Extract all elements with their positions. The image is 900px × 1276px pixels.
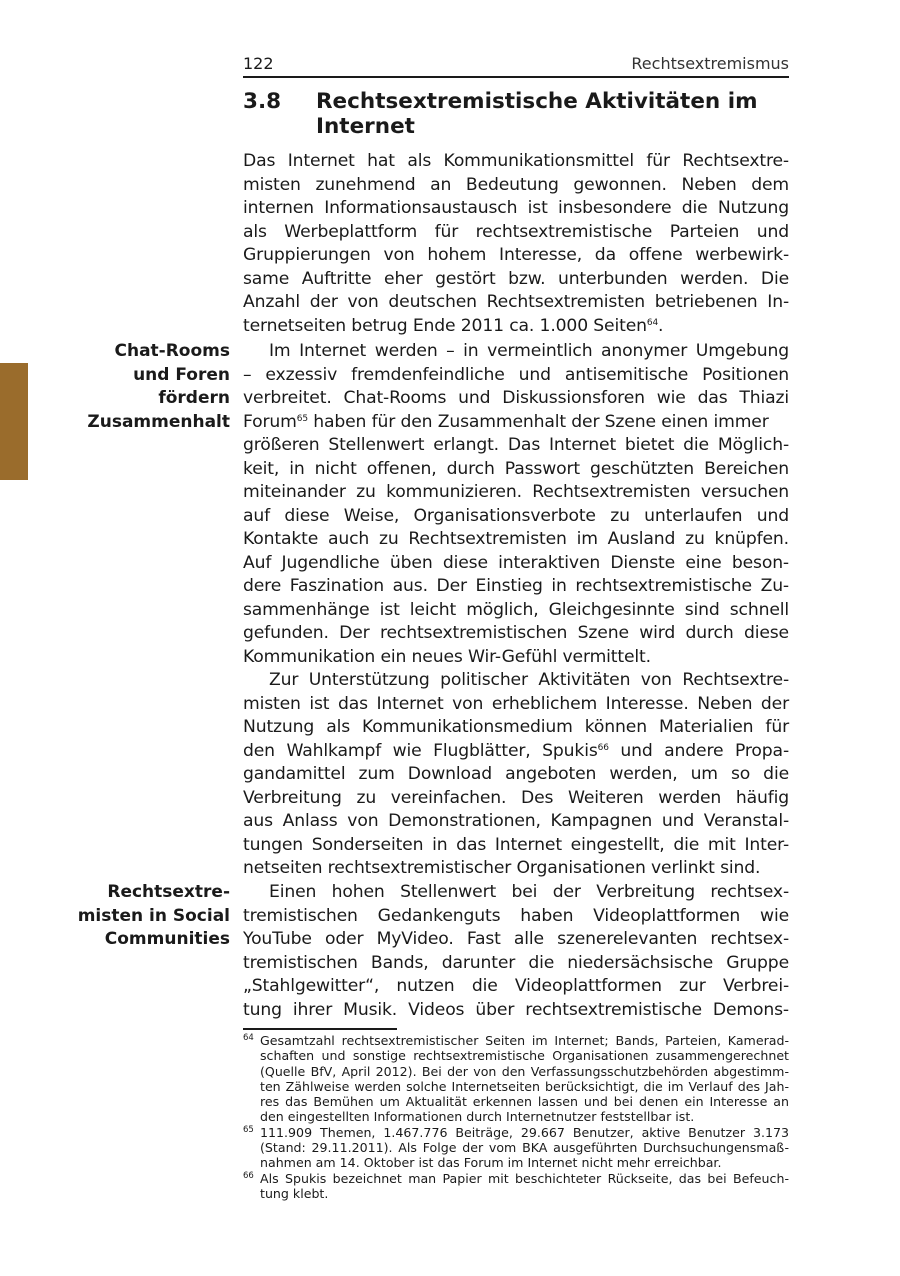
chapter-thumb-tab [0,363,28,480]
footnote-mark: 65 [243,1124,254,1135]
margin-note-line: Zusammenhalt [87,411,230,432]
margin-note-line: Chat-Rooms [114,341,230,361]
text-line: – exzessiv fremdenfeindliche und antisemitische Positionen [243,364,789,385]
footnote-66 [243,1171,789,1202]
text-fragment: den Wahlkampf wie Flugblätter, Spukis [243,740,598,761]
footnote-line: tung klebt. [260,1185,329,1201]
paragraph-2 [243,340,789,669]
text-line: Nutzung als Kommunikationsmedium können Materialien für [243,717,789,737]
footnote-line: 111.909 Themen, 1.467.776 Beiträge, 29.667 Benutzer, aktive Benutzer 3.173 [260,1124,789,1140]
text-line: aus Anlass von Demonstrationen, Kampagnen und Veranstal- [243,811,789,831]
footnote-line: schaften und sonstige rechtsextremistische Organisationen zusammengerechnet [260,1048,789,1064]
footnote-65 [243,1125,789,1171]
margin-note-line: misten in Social [77,905,230,926]
footnote-line: (Quelle BfV, April 2012). Bei der von den Verfassungsschutzbehörden abgestimm- [260,1063,789,1079]
paragraph-3 [243,669,789,881]
margin-note-line: Communities [104,929,230,949]
footnote-64 [243,1033,789,1125]
text-line: Zur Unterstützung politischer Aktivitäten von Rechtsextre- [269,670,789,690]
section-title: Rechtsextremistische Aktivitäten im Internet [316,89,758,139]
section-number: 3.8 [243,89,282,114]
text-line: auf diese Weise, Organisationsverbote zu unterlaufen und [243,505,789,526]
margin-note-social-communities [78,881,230,952]
footnote-ref-66[interactable]: 66 [597,742,609,753]
text-line: Einen hohen Stellenwert bei der Verbreitung rechtsex- [269,882,789,902]
text-line: Das Internet hat als Kommunikationsmittel für Rechtsextre- [243,151,789,171]
footnote-ref-65[interactable]: 65 [296,413,308,424]
text-line: Gruppierungen von hohem Interesse, da offene werbewirk- [243,245,789,265]
footnote-line: (Stand: 29.11.2011). Als Folge der vom BKA ausgeführten Durchsuchungensmaß- [260,1140,789,1156]
text-line: YouTube oder MyVideo. Fast alle szenerelevanten rechtsex- [243,929,789,949]
text-line: internen Informationsaustausch ist insbesondere die Nutzung [243,198,789,218]
footnote-divider [243,1028,397,1030]
footnote-line: res das Bemühen um Aktualität erkennen lassen und bei denen ein Interesse an [260,1094,789,1110]
footnotes [243,1033,789,1201]
text-line: größeren Stellenwert erlangt. Das Internet bietet die Möglich- [243,435,789,455]
text-line: gandamittel zum Download angeboten werden, um so die [243,764,789,784]
paragraph-4 [243,881,789,1022]
text-line: misten ist das Internet von erheblichem Interesse. Neben der [243,693,789,714]
running-header [243,52,789,78]
page-number: 122 [243,54,274,73]
footnote-mark: 64 [243,1033,254,1043]
text-line: Auf Jugendliche üben diese interaktiven Dienste eine beson- [243,552,789,573]
chapter-title: Rechtsextremismus [631,54,789,73]
text-line: Im Internet werden – in vermeintlich anonymer Umgebung [269,341,789,361]
text-line: Anzahl der von deutschen Rechtsextremisten betriebenen In- [243,292,789,312]
margin-note-chat-rooms [87,340,230,434]
text-line: Kontakte auch zu Rechtsextremisten im Ausland zu knüpfen. [243,529,789,549]
text-line: tremistischen Gedankenguts haben Videoplattformen wie [243,905,789,926]
text-line: tungen Sonderseiten in das Internet eingestellt, die mit Inter- [243,834,789,855]
text-line [243,315,789,339]
footnote-ref-64[interactable]: 64 [646,317,659,328]
footnote-line: Gesamtzahl rechtsextremistischer Seiten im Internet; Bands, Parteien, Kamerad- [260,1033,789,1048]
text-line: Verbreitung zu vereinfachen. Des Weiteren werden häufig [243,787,789,808]
footnote-mark: 66 [243,1170,254,1181]
margin-note-line: fördern [158,388,230,408]
text-fragment: Forum [243,411,297,432]
margin-note-line: und Foren [133,364,230,385]
text-fragment: haben für den Zusammenhalt der Szene einen immer [307,411,769,432]
footnote-line: ten Zählweise werden solche Internetseiten berücksichtigt, die im Verlauf des Jah- [260,1078,789,1094]
text-fragment: . [658,315,664,336]
margin-note-line: Rechtsextre- [107,882,230,902]
text-line [243,411,789,435]
text-line: tremistischen Bands, darunter die niedersächsische Gruppe [243,952,789,973]
text-line: als Werbeplattform für rechtsextremistische Parteien und [243,221,789,242]
text-line: keit, in nicht offenen, durch Passwort geschützten Bereichen [243,458,789,479]
text-fragment: ternetseiten betrug Ende 2011 ca. 1.000 Seiten [243,315,647,336]
text-line: miteinander zu kommunizieren. Rechtsextremisten versuchen [243,482,789,502]
text-fragment: und andere Propa- [608,740,789,761]
text-line: „Stahlgewitter“, nutzen die Videoplattformen zur Verbrei- [243,976,789,996]
text-line: same Auftritte eher gestört bzw. unterbunden werden. Die [243,268,789,289]
footnote-line: den eingestellten Informationen durch Internetnutzer feststellbar ist. [260,1109,695,1125]
footnote-line: nahmen am 14. Oktober ist das Forum im Internet nicht mehr erreichbar. [260,1155,722,1171]
paragraph-1 [243,150,789,338]
text-line: sammenhänge ist leicht möglich, Gleichgesinnte sind schnell [243,599,789,620]
text-line: misten zunehmend an Bedeutung gewonnen. Neben dem [243,174,789,195]
text-line [243,740,789,764]
text-line: tung ihrer Musik. Videos über rechtsextremistische Demons- [243,999,789,1020]
text-line: Kommunikation ein neues Wir-Gefühl vermittelt. [243,646,651,667]
text-line: verbreitet. Chat-Rooms und Diskussionsforen wie das Thiazi [243,388,789,408]
footnote-line: Als Spukis bezeichnet man Papier mit beschichteter Rückseite, das bei Befeuch- [260,1170,789,1186]
text-line: netseiten rechtsextremistischer Organisationen verlinkt sind. [243,858,761,878]
text-line: dere Faszination aus. Der Einstieg in rechtsextremistische Zu- [243,576,789,596]
text-line: gefunden. Der rechtsextremistischen Szene wird durch diese [243,623,789,643]
